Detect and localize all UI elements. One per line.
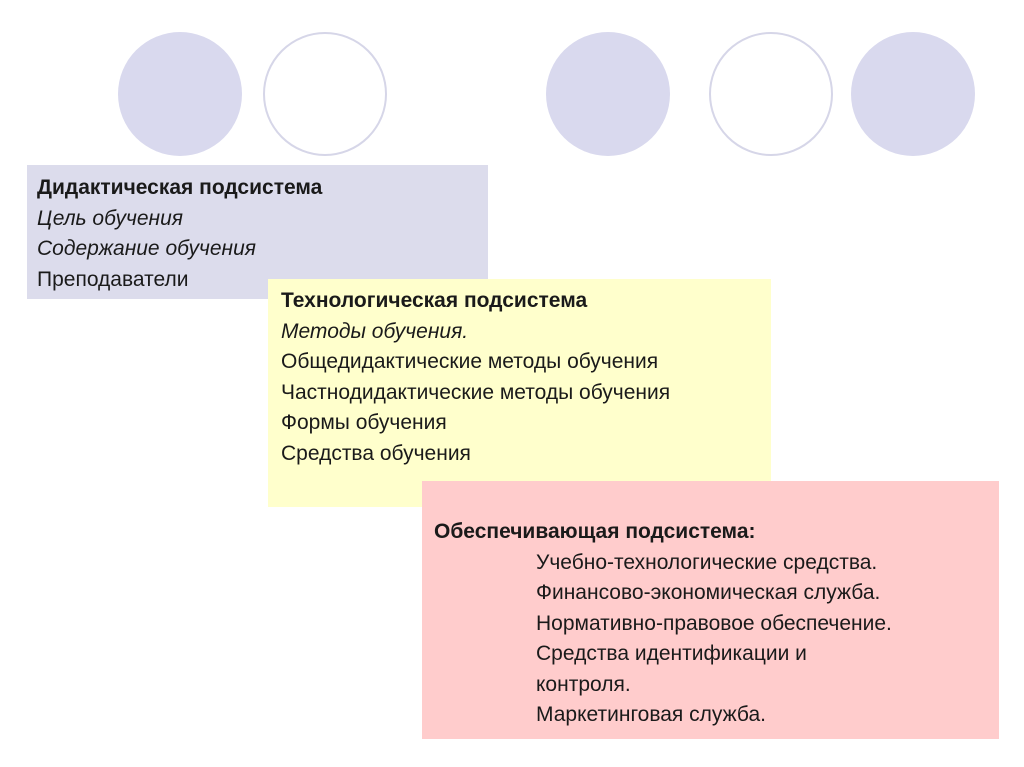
technological-item: Формы обучения [281,411,447,434]
technological-item: Частнодидактические методы обучения [281,380,671,404]
supporting-subsystem-box [422,481,999,739]
supporting-item: Маркетинговая служба. [536,703,766,726]
decorative-circle-filled [546,32,670,156]
didactic-item: Цель обучения [37,206,183,230]
decorative-circle-outline [263,32,387,156]
technological-title: Технологическая подсистема [281,289,588,312]
supporting-item: Нормативно-правовое обеспечение. [536,611,892,635]
supporting-item: Финансово-экономическая служба. [536,581,881,604]
didactic-item: Преподаватели [37,267,189,291]
technological-item: Общедидактические методы обучения [281,350,659,373]
supporting-item: Средства идентификации и [536,642,807,665]
technological-subsystem-box [268,279,771,507]
decorative-circle-filled [118,32,242,156]
technological-item: Средства обучения [281,441,471,465]
technological-item: Методы обучения. [281,319,469,343]
didactic-item: Содержание обучения [37,237,256,260]
supporting-item: Учебно-технологические средства. [536,550,878,574]
decorative-circle-outline [709,32,833,156]
supporting-title: Обеспечивающая подсистема: [434,520,756,543]
didactic-title: Дидактическая подсистема [37,176,323,199]
supporting-item: контроля. [536,672,631,696]
decorative-circle-filled [851,32,975,156]
